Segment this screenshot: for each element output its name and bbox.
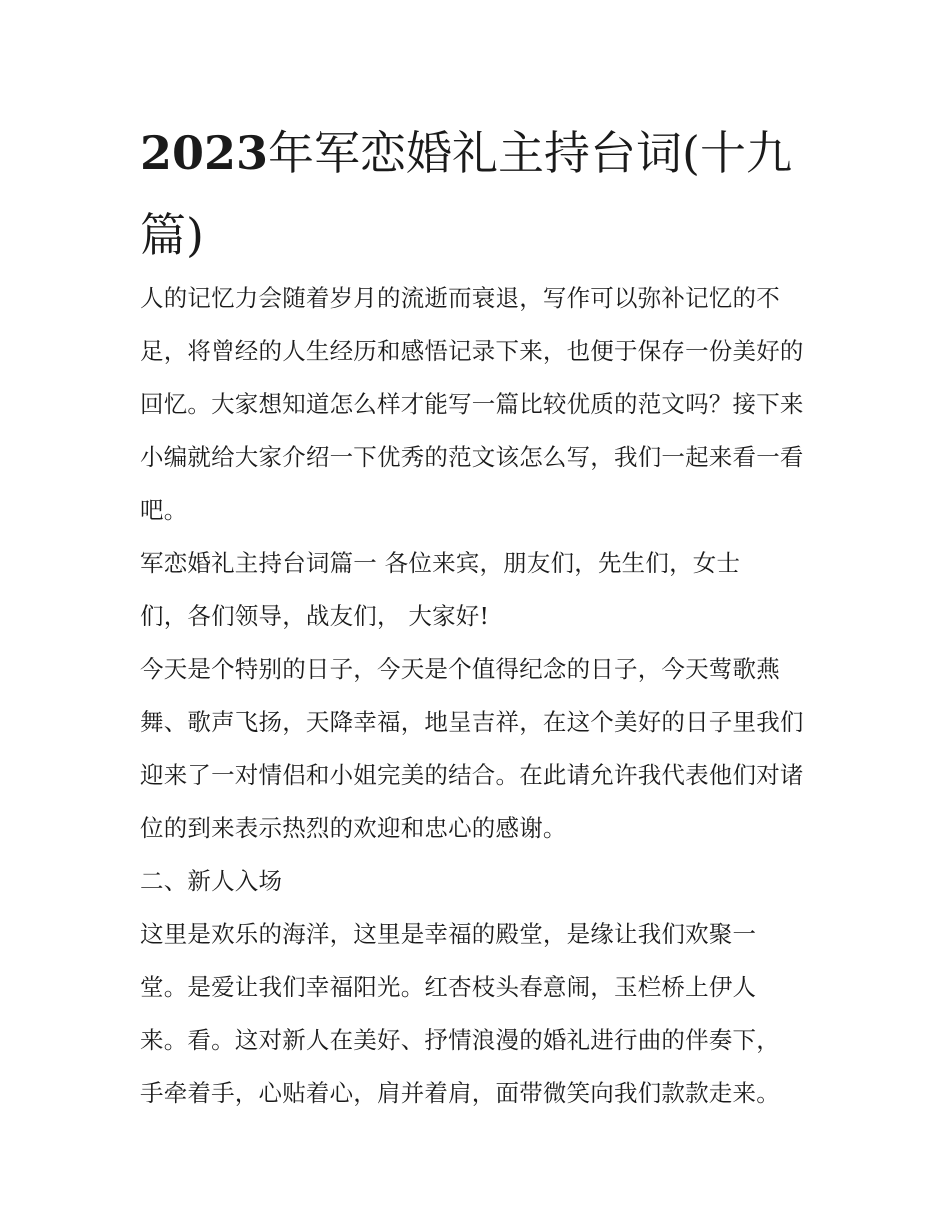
title-text: 年军恋婚礼主持台词(十九篇): [140, 126, 792, 262]
paragraph-greeting-line-2: 们，各们领导，战友们， 大家好!: [140, 602, 490, 630]
document-title: [140, 112, 820, 276]
document-body: [140, 272, 820, 1120]
section-heading-entrance: 二、新人入场: [140, 867, 283, 895]
title-number: 2023: [140, 126, 269, 180]
paragraph-entrance-line-4: 手牵着手，心贴着心，肩并着肩，面带微笑向我们款款走来。: [140, 1079, 780, 1107]
paragraph-entrance-line-2: 堂。是爱让我们幸福阳光。红杏枝头春意闹，玉栏桥上伊人: [140, 973, 757, 1001]
paragraph-intro: 人的记忆力会随着岁月的流逝而衰退，写作可以弥补记忆的不足，将曾经的人生经历和感悟记录下来，也便于保存一份美好的回忆。大家想知道怎么样才能写一篇比较优质的范文吗？接下来小编就给大家介绍一下优秀的范文该怎么写，我们一起来看一看吧。: [140, 284, 804, 524]
paragraph-entrance-line-1: 这里是欢乐的海洋，这里是幸福的殿堂，是缘让我们欢聚一: [140, 920, 757, 948]
paragraph-greeting-line-1: 军恋婚礼主持台词篇一 各位来宾，朋友们，先生们，女士: [140, 549, 741, 577]
paragraph-entrance-line-3: 来。看。这对新人在美好、抒情浪漫的婚礼进行曲的伴奏下，: [140, 1026, 780, 1054]
paragraph-welcome: 今天是个特别的日子，今天是个值得纪念的日子，今天莺歌燕舞、歌声飞扬，天降幸福，地呈吉祥，在这个美好的日子里我们迎来了一对情侣和小姐完美的结合。在此请允许我代表他们对诸位的到来表示热烈的欢迎和忠心的感谢。: [140, 655, 804, 842]
